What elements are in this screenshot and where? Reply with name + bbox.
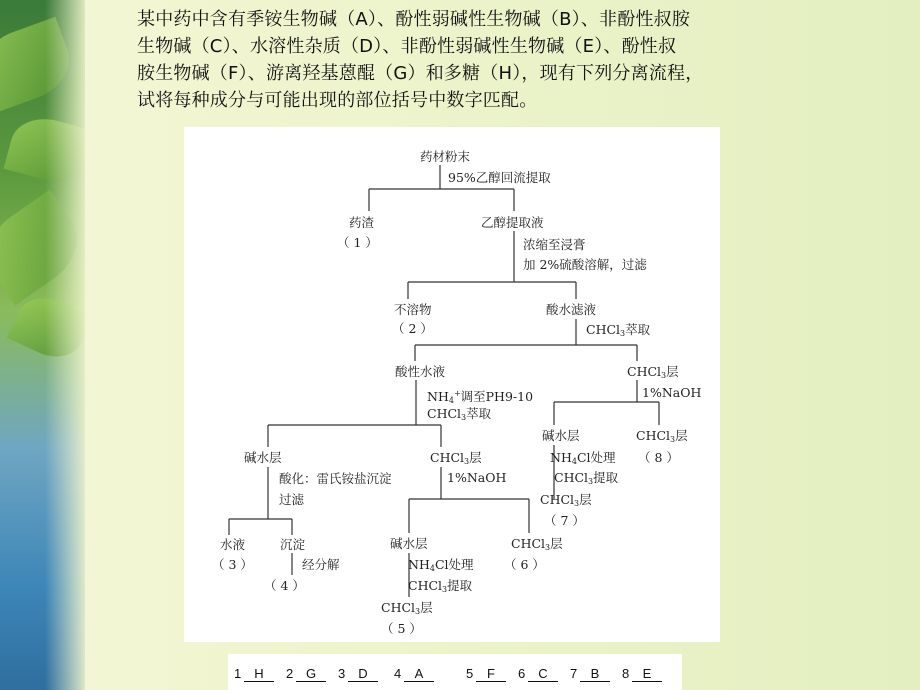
node-precipitate: 沉淀 bbox=[280, 537, 306, 552]
node-herb-residue: 药渣 bbox=[349, 215, 375, 230]
position-label-3: （ 3 ） bbox=[212, 557, 253, 572]
step-concentrate: 浓缩至浸膏 bbox=[523, 237, 586, 252]
step-acid-dissolve: 加 2%硫酸溶解，过滤 bbox=[523, 257, 647, 272]
node-insoluble: 不溶物 bbox=[394, 302, 432, 317]
answer-item: 3 D bbox=[338, 666, 378, 682]
position-label-8: （ 8 ） bbox=[638, 450, 679, 465]
step-chcl3-extract-bottom: CHCl$_3$提取 bbox=[408, 578, 473, 594]
question-line: 胺生物碱（F）、游离羟基蒽醌（G）和多糖（H），现有下列分离流程， bbox=[137, 63, 704, 84]
question-line: 试将每种成分与可能出现的部位括号中数字匹配。 bbox=[137, 90, 538, 111]
position-label-2: （ 2 ） bbox=[392, 321, 433, 336]
node-chcl3-layer-right: CHCl$_3$层 bbox=[540, 492, 592, 508]
answer-item: 5 F bbox=[466, 666, 506, 682]
node-chcl3-layer-far: CHCl$_3$层 bbox=[636, 428, 688, 444]
step-decompose: 经分解 bbox=[302, 557, 340, 572]
node-alkaline-layer-bottom: 碱水层 bbox=[390, 536, 428, 551]
question-line: 某中药中含有季铵生物碱（A）、酚性弱碱性生物碱（B）、非酚性叔胺 bbox=[137, 9, 691, 30]
question-text bbox=[137, 6, 877, 114]
node-water-liquid: 水液 bbox=[220, 537, 246, 552]
step-naoh-top: 1%NaOH bbox=[642, 385, 702, 400]
node-alkaline-layer-left: 碱水层 bbox=[244, 450, 282, 465]
node-chcl3-layer-bottom: CHCl$_3$层 bbox=[381, 600, 433, 616]
answer-item: 7 B bbox=[570, 666, 610, 682]
step-acidify-reineckate: 酸化：雷氏铵盐沉淀 bbox=[279, 471, 392, 486]
step-ethanol-reflux: 95%乙醇回流提取 bbox=[448, 170, 551, 185]
node-chcl3-layer-top: CHCl$_3$层 bbox=[627, 364, 679, 380]
position-label-5: （ 5 ） bbox=[381, 621, 422, 636]
answer-key bbox=[228, 654, 682, 690]
position-label-6: （ 6 ） bbox=[504, 557, 545, 572]
node-acidic-water: 酸性水液 bbox=[395, 364, 446, 379]
leaf-water-decoration bbox=[0, 0, 85, 690]
step-chcl3-extract-right: CHCl$_3$提取 bbox=[554, 470, 619, 486]
step-nh4cl-treat-bottom: $NH_4Cl$处理 bbox=[408, 557, 474, 573]
step-filter: 过滤 bbox=[279, 492, 305, 507]
step-chcl3-extract-1: CHCl$_3$萃取 bbox=[586, 322, 651, 338]
answer-item: 2 G bbox=[286, 666, 326, 682]
node-herb-powder: 药材粉末 bbox=[420, 149, 471, 164]
separation-flowchart bbox=[184, 127, 720, 642]
step-naoh-mid: 1%NaOH bbox=[447, 470, 507, 485]
node-chcl3-layer-mid: CHCl$_3$层 bbox=[430, 450, 482, 466]
step-nh4-adjust: $NH_4^+$调至PH9-10 bbox=[427, 389, 534, 405]
node-ethanol-extract: 乙醇提取液 bbox=[481, 215, 544, 230]
answer-item: 1 H bbox=[234, 666, 274, 682]
node-chcl3-layer-p6: CHCl$_3$层 bbox=[511, 536, 563, 552]
step-chcl3-extract-2: CHCl$_3$萃取 bbox=[427, 406, 492, 422]
node-acid-filtrate: 酸水滤液 bbox=[546, 302, 597, 317]
position-label-4: （ 4 ） bbox=[264, 578, 305, 593]
answer-item: 4 A bbox=[394, 666, 434, 682]
answer-item: 8 E bbox=[622, 666, 662, 682]
answer-item: 6 C bbox=[518, 666, 558, 682]
node-alkaline-layer-right: 碱水层 bbox=[542, 428, 580, 443]
position-label-1: （ 1 ） bbox=[337, 235, 378, 250]
position-label-7: （ 7 ） bbox=[544, 513, 585, 528]
question-line: 生物碱（C）、水溶性杂质（D）、非酚性弱碱性生物碱（E）、酚性叔 bbox=[137, 36, 677, 57]
step-nh4cl-treat-right: $NH_4Cl$处理 bbox=[550, 450, 616, 466]
